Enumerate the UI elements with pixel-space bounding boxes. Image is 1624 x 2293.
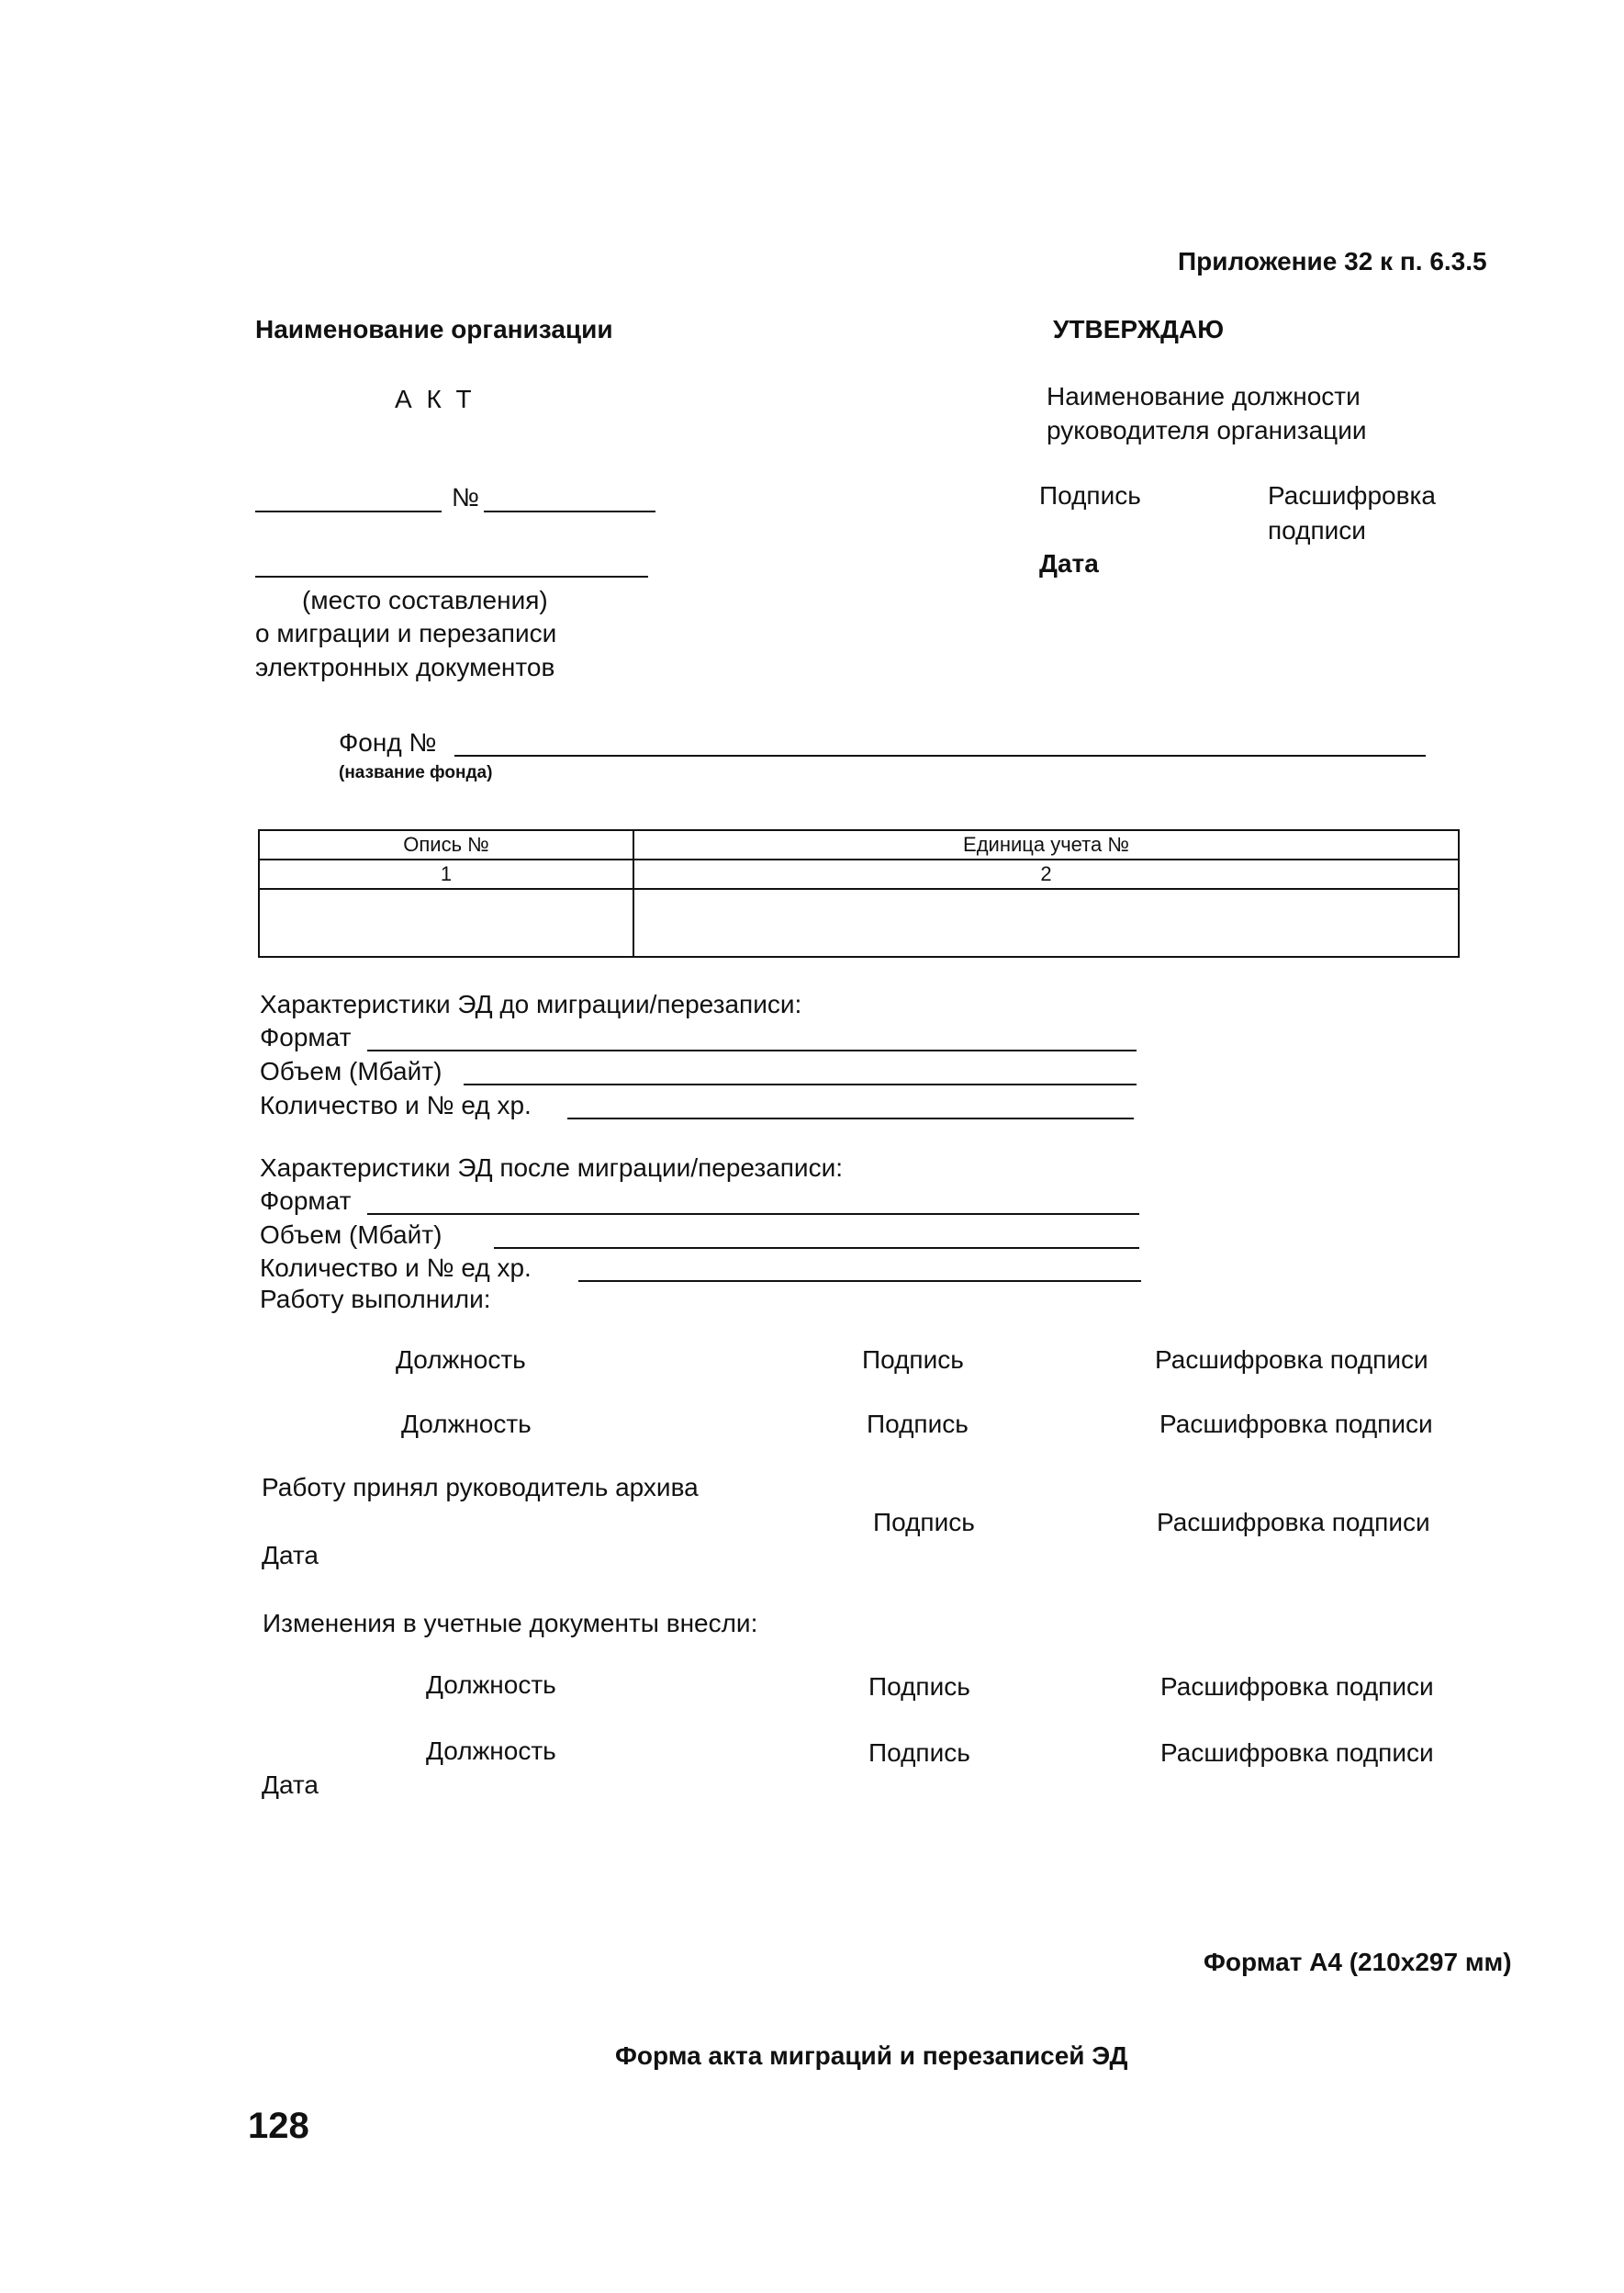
- changer2-decode: Расшифровка подписи: [1160, 1738, 1434, 1767]
- performer2-signature: Подпись: [867, 1410, 969, 1438]
- column-number-1: 1: [259, 860, 633, 889]
- changer2-signature: Подпись: [868, 1738, 970, 1767]
- act-date-line: [255, 511, 442, 512]
- performer1-decode: Расшифровка подписи: [1155, 1345, 1428, 1374]
- table-empty-row: [259, 889, 1459, 957]
- accepted-title: Работу принял руководитель архива: [262, 1473, 699, 1501]
- changer1-decode: Расшифровка подписи: [1160, 1672, 1434, 1701]
- approver-signature-decode-line2: подписи: [1268, 516, 1366, 545]
- after-format-label: Формат: [260, 1186, 352, 1215]
- approver-position-line1: Наименование должности: [1047, 382, 1361, 410]
- place-line: [255, 576, 648, 578]
- document-type: А К Т: [395, 385, 476, 413]
- table-number-row: [259, 860, 1459, 889]
- before-volume-label: Объем (Мбайт): [260, 1057, 442, 1085]
- after-volume-label: Объем (Мбайт): [260, 1220, 442, 1249]
- approver-signature-label: Подпись: [1039, 481, 1141, 510]
- performer1-signature: Подпись: [862, 1345, 964, 1374]
- fund-name-hint: (название фонда): [339, 763, 493, 782]
- number-sign: №: [452, 483, 480, 511]
- act-subject-line2: электронных документов: [255, 653, 555, 681]
- header-inventory-number: Опись №: [259, 830, 633, 860]
- after-format-line: [367, 1213, 1139, 1215]
- changes-title: Изменения в учетные документы внесли:: [263, 1609, 758, 1637]
- accepted-decode: Расшифровка подписи: [1157, 1508, 1430, 1536]
- after-volume-line: [494, 1247, 1139, 1249]
- before-format-line: [367, 1050, 1137, 1051]
- accepted-signature: Подпись: [873, 1508, 975, 1536]
- place-hint: (место составления): [302, 586, 548, 614]
- before-count-label: Количество и № ед хр.: [260, 1091, 532, 1119]
- performer2-position: Должность: [401, 1410, 532, 1438]
- after-count-line: [578, 1280, 1141, 1282]
- column-number-2: 2: [633, 860, 1459, 889]
- changer1-position: Должность: [426, 1670, 556, 1699]
- after-count-label: Количество и № ед хр.: [260, 1253, 532, 1282]
- approver-signature-decode-line1: Расшифровка: [1268, 481, 1436, 510]
- before-volume-line: [464, 1084, 1137, 1085]
- before-count-line: [567, 1118, 1134, 1119]
- organization-name-label: Наименование организации: [255, 315, 613, 343]
- changer2-position: Должность: [426, 1737, 556, 1765]
- inventory-table: [258, 829, 1460, 958]
- approver-position-line2: руководителя организации: [1047, 416, 1367, 444]
- after-title: Характеристики ЭД после миграции/перезаписи:: [260, 1153, 843, 1182]
- before-format-label: Формат: [260, 1023, 352, 1051]
- performer2-decode: Расшифровка подписи: [1159, 1410, 1433, 1438]
- act-subject-line1: о миграции и перезаписи: [255, 619, 557, 647]
- approval-title: УТВЕРЖДАЮ: [1053, 315, 1225, 343]
- format-note: Формат А4 (210х297 мм): [1204, 1948, 1512, 1976]
- page-number: 128: [248, 2106, 309, 2146]
- before-title: Характеристики ЭД до миграции/перезаписи:: [260, 990, 802, 1018]
- changer1-signature: Подпись: [868, 1672, 970, 1701]
- header-unit-number: Единица учета №: [633, 830, 1459, 860]
- act-number-line: [484, 511, 655, 512]
- empty-cell-inventory: [259, 889, 633, 957]
- appendix-reference: Приложение 32 к п. 6.3.5: [1178, 247, 1487, 275]
- empty-cell-unit: [633, 889, 1459, 957]
- changes-date-label: Дата: [262, 1770, 319, 1799]
- form-caption: Форма акта миграций и перезаписей ЭД: [615, 2041, 1128, 2070]
- table-header-row: [259, 830, 1459, 860]
- performed-title: Работу выполнили:: [260, 1285, 491, 1313]
- fund-line: [454, 755, 1426, 757]
- accepted-date-label: Дата: [262, 1541, 319, 1569]
- performer1-position: Должность: [396, 1345, 526, 1374]
- approval-date-label: Дата: [1039, 549, 1099, 578]
- fund-label: Фонд №: [339, 728, 437, 757]
